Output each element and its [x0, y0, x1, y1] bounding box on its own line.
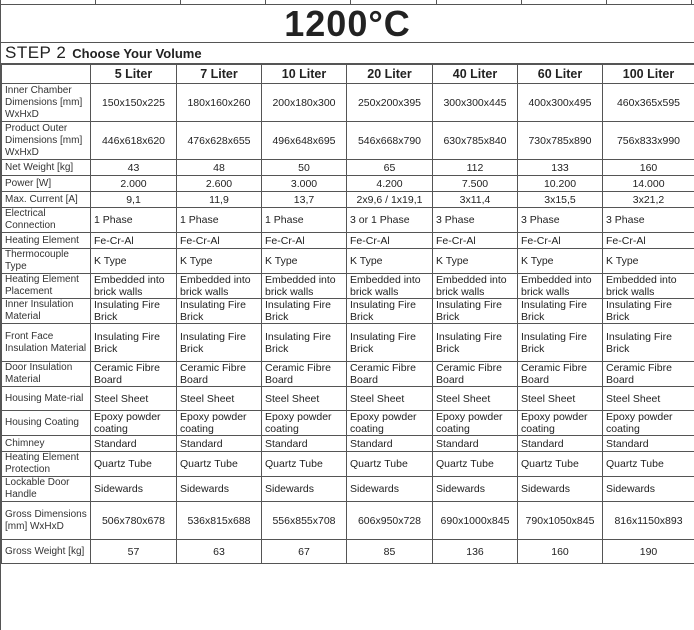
- table-row: [2, 411, 694, 436]
- table-cell: K Type: [177, 249, 262, 274]
- table-row: [2, 436, 694, 452]
- table-cell: Quartz Tube: [518, 452, 603, 477]
- table-cell: Ceramic Fibre Board: [603, 362, 694, 387]
- table-row: [2, 192, 694, 208]
- table-cell: Quartz Tube: [347, 452, 433, 477]
- row-label: Heating Element Protection: [2, 452, 91, 477]
- table-cell: K Type: [347, 249, 433, 274]
- table-cell: Insulating Fire Brick: [433, 324, 518, 362]
- table-cell: Steel Sheet: [177, 387, 262, 411]
- table-row: [2, 176, 694, 192]
- table-cell: 546x668x790: [347, 122, 433, 160]
- volume-header: 5 Liter: [91, 65, 177, 84]
- table-cell: Embedded into brick walls: [603, 274, 694, 299]
- table-cell: Ceramic Fibre Board: [347, 362, 433, 387]
- table-cell: Sidewards: [347, 477, 433, 502]
- table-cell: 2x9,6 / 1x19,1: [347, 192, 433, 208]
- top-strip: [1, 0, 694, 5]
- row-label: Power [W]: [2, 176, 91, 192]
- header-corner: [2, 65, 91, 84]
- table-cell: Fe-Cr-Al: [518, 233, 603, 249]
- table-cell: Ceramic Fibre Board: [177, 362, 262, 387]
- table-cell: Steel Sheet: [518, 387, 603, 411]
- table-cell: 112: [433, 160, 518, 176]
- table-cell: 160: [518, 540, 603, 564]
- table-cell: 7.500: [433, 176, 518, 192]
- table-cell: Ceramic Fibre Board: [518, 362, 603, 387]
- table-cell: 730x785x890: [518, 122, 603, 160]
- table-row: [2, 502, 694, 540]
- table-row: [2, 362, 694, 387]
- table-cell: Fe-Cr-Al: [177, 233, 262, 249]
- step-number: STEP 2: [5, 43, 67, 62]
- table-cell: 85: [347, 540, 433, 564]
- table-cell: Sidewards: [91, 477, 177, 502]
- table-cell: K Type: [603, 249, 694, 274]
- table-cell: Standard: [433, 436, 518, 452]
- volume-header: 40 Liter: [433, 65, 518, 84]
- table-cell: Steel Sheet: [262, 387, 347, 411]
- table-cell: K Type: [433, 249, 518, 274]
- table-cell: Embedded into brick walls: [518, 274, 603, 299]
- table-cell: 180x160x260: [177, 84, 262, 122]
- table-cell: Fe-Cr-Al: [347, 233, 433, 249]
- table-cell: 446x618x620: [91, 122, 177, 160]
- volume-header: 20 Liter: [347, 65, 433, 84]
- table-cell: Quartz Tube: [262, 452, 347, 477]
- table-cell: 690x1000x845: [433, 502, 518, 540]
- table-cell: Fe-Cr-Al: [91, 233, 177, 249]
- table-cell: Quartz Tube: [177, 452, 262, 477]
- table-row: [2, 249, 694, 274]
- table-cell: 496x648x695: [262, 122, 347, 160]
- table-cell: Fe-Cr-Al: [603, 233, 694, 249]
- table-cell: 11,9: [177, 192, 262, 208]
- table-cell: Insulating Fire Brick: [603, 299, 694, 324]
- table-cell: 200x180x300: [262, 84, 347, 122]
- table-cell: Epoxy powder coating: [603, 411, 694, 436]
- table-row: [2, 274, 694, 299]
- table-cell: 1 Phase: [177, 208, 262, 233]
- table-cell: 67: [262, 540, 347, 564]
- table-cell: Insulating Fire Brick: [518, 299, 603, 324]
- row-label: Lockable Door Handle: [2, 477, 91, 502]
- step-label: Choose Your Volume: [72, 46, 202, 61]
- table-cell: Epoxy powder coating: [262, 411, 347, 436]
- table-cell: Insulating Fire Brick: [91, 324, 177, 362]
- table-cell: 3 Phase: [433, 208, 518, 233]
- table-cell: 9,1: [91, 192, 177, 208]
- table-cell: Insulating Fire Brick: [262, 324, 347, 362]
- table-cell: Epoxy powder coating: [518, 411, 603, 436]
- table-cell: 57: [91, 540, 177, 564]
- table-cell: 250x200x395: [347, 84, 433, 122]
- table-cell: Ceramic Fibre Board: [262, 362, 347, 387]
- header-row: [2, 65, 694, 84]
- table-row: [2, 540, 694, 564]
- table-cell: 65: [347, 160, 433, 176]
- step-header: [1, 43, 694, 64]
- table-cell: 630x785x840: [433, 122, 518, 160]
- volume-header: 100 Liter: [603, 65, 694, 84]
- table-cell: Embedded into brick walls: [177, 274, 262, 299]
- table-cell: Quartz Tube: [603, 452, 694, 477]
- table-cell: Standard: [603, 436, 694, 452]
- table-cell: 790x1050x845: [518, 502, 603, 540]
- table-cell: 756x833x990: [603, 122, 694, 160]
- table-row: [2, 477, 694, 502]
- table-cell: Steel Sheet: [603, 387, 694, 411]
- table-row: [2, 387, 694, 411]
- table-cell: 63: [177, 540, 262, 564]
- volume-header: 60 Liter: [518, 65, 603, 84]
- table-cell: 1 Phase: [262, 208, 347, 233]
- table-cell: 50: [262, 160, 347, 176]
- row-label: Inner Insulation Material: [2, 299, 91, 324]
- table-cell: 3x11,4: [433, 192, 518, 208]
- row-label: Housing Mate-rial: [2, 387, 91, 411]
- table-cell: Fe-Cr-Al: [433, 233, 518, 249]
- row-label: Chimney: [2, 436, 91, 452]
- row-label: Electrical Connection: [2, 208, 91, 233]
- table-cell: 816x1150x893: [603, 502, 694, 540]
- table-cell: Embedded into brick walls: [262, 274, 347, 299]
- table-cell: Sidewards: [603, 477, 694, 502]
- row-label: Heating Element: [2, 233, 91, 249]
- table-cell: 43: [91, 160, 177, 176]
- table-cell: Embedded into brick walls: [91, 274, 177, 299]
- table-cell: Steel Sheet: [91, 387, 177, 411]
- table-cell: 300x300x445: [433, 84, 518, 122]
- table-row: [2, 208, 694, 233]
- row-label: Gross Dimensions [mm] WxHxD: [2, 502, 91, 540]
- table-cell: 2.000: [91, 176, 177, 192]
- table-cell: Epoxy powder coating: [177, 411, 262, 436]
- row-label: Max. Current [A]: [2, 192, 91, 208]
- row-label: Front Face Insulation Material: [2, 324, 91, 362]
- table-cell: Epoxy powder coating: [433, 411, 518, 436]
- table-cell: Epoxy powder coating: [347, 411, 433, 436]
- table-cell: Embedded into brick walls: [433, 274, 518, 299]
- table-cell: Ceramic Fibre Board: [433, 362, 518, 387]
- table-cell: Standard: [91, 436, 177, 452]
- volume-header: 10 Liter: [262, 65, 347, 84]
- row-label: Door Insulation Material: [2, 362, 91, 387]
- table-cell: K Type: [262, 249, 347, 274]
- table-cell: Insulating Fire Brick: [518, 324, 603, 362]
- table-cell: Quartz Tube: [433, 452, 518, 477]
- row-label: Heating Element Placement: [2, 274, 91, 299]
- table-row: [2, 299, 694, 324]
- page-title: 1200°C: [1, 5, 694, 43]
- table-row: [2, 122, 694, 160]
- table-cell: 3x15,5: [518, 192, 603, 208]
- table-row: [2, 160, 694, 176]
- table-cell: 2.600: [177, 176, 262, 192]
- table-cell: Fe-Cr-Al: [262, 233, 347, 249]
- table-cell: Insulating Fire Brick: [262, 299, 347, 324]
- table-row: [2, 84, 694, 122]
- table-row: [2, 233, 694, 249]
- table-cell: Quartz Tube: [91, 452, 177, 477]
- table-cell: Sidewards: [518, 477, 603, 502]
- table-cell: Steel Sheet: [347, 387, 433, 411]
- table-cell: 10.200: [518, 176, 603, 192]
- table-cell: 13,7: [262, 192, 347, 208]
- table-cell: 506x780x678: [91, 502, 177, 540]
- table-cell: 133: [518, 160, 603, 176]
- table-cell: Insulating Fire Brick: [177, 299, 262, 324]
- table-cell: 150x150x225: [91, 84, 177, 122]
- table-cell: 3x21,2: [603, 192, 694, 208]
- table-cell: K Type: [91, 249, 177, 274]
- table-cell: 3 or 1 Phase: [347, 208, 433, 233]
- table-cell: Insulating Fire Brick: [603, 324, 694, 362]
- table-cell: 136: [433, 540, 518, 564]
- table-cell: 160: [603, 160, 694, 176]
- table-cell: Insulating Fire Brick: [177, 324, 262, 362]
- table-cell: 3.000: [262, 176, 347, 192]
- table-cell: Sidewards: [177, 477, 262, 502]
- table-cell: Embedded into brick walls: [347, 274, 433, 299]
- table-cell: Insulating Fire Brick: [347, 324, 433, 362]
- row-label: Housing Coating: [2, 411, 91, 436]
- table-cell: 400x300x495: [518, 84, 603, 122]
- table-cell: 48: [177, 160, 262, 176]
- row-label: Gross Weight [kg]: [2, 540, 91, 564]
- table-cell: 476x628x655: [177, 122, 262, 160]
- table-cell: 3 Phase: [518, 208, 603, 233]
- table-cell: 556x855x708: [262, 502, 347, 540]
- table-cell: Insulating Fire Brick: [91, 299, 177, 324]
- table-cell: Sidewards: [262, 477, 347, 502]
- table-cell: K Type: [518, 249, 603, 274]
- table-cell: Standard: [347, 436, 433, 452]
- table-cell: Standard: [177, 436, 262, 452]
- row-label: Net Weight [kg]: [2, 160, 91, 176]
- volume-header: 7 Liter: [177, 65, 262, 84]
- table-cell: Standard: [262, 436, 347, 452]
- table-cell: Insulating Fire Brick: [433, 299, 518, 324]
- row-label: Inner Chamber Dimensions [mm] WxHxD: [2, 84, 91, 122]
- table-cell: Sidewards: [433, 477, 518, 502]
- row-label: Product Outer Dimensions [mm] WxHxD: [2, 122, 91, 160]
- table-cell: Ceramic Fibre Board: [91, 362, 177, 387]
- row-label: Thermocouple Type: [2, 249, 91, 274]
- table-row: [2, 452, 694, 477]
- table-row: [2, 324, 694, 362]
- table-cell: Steel Sheet: [433, 387, 518, 411]
- table-cell: 190: [603, 540, 694, 564]
- table-cell: 3 Phase: [603, 208, 694, 233]
- table-cell: 606x950x728: [347, 502, 433, 540]
- table-cell: 460x365x595: [603, 84, 694, 122]
- spec-table: [1, 64, 694, 564]
- table-cell: Epoxy powder coating: [91, 411, 177, 436]
- table-cell: 4.200: [347, 176, 433, 192]
- table-cell: 536x815x688: [177, 502, 262, 540]
- table-cell: Insulating Fire Brick: [347, 299, 433, 324]
- table-cell: Standard: [518, 436, 603, 452]
- table-cell: 1 Phase: [91, 208, 177, 233]
- table-cell: 14.000: [603, 176, 694, 192]
